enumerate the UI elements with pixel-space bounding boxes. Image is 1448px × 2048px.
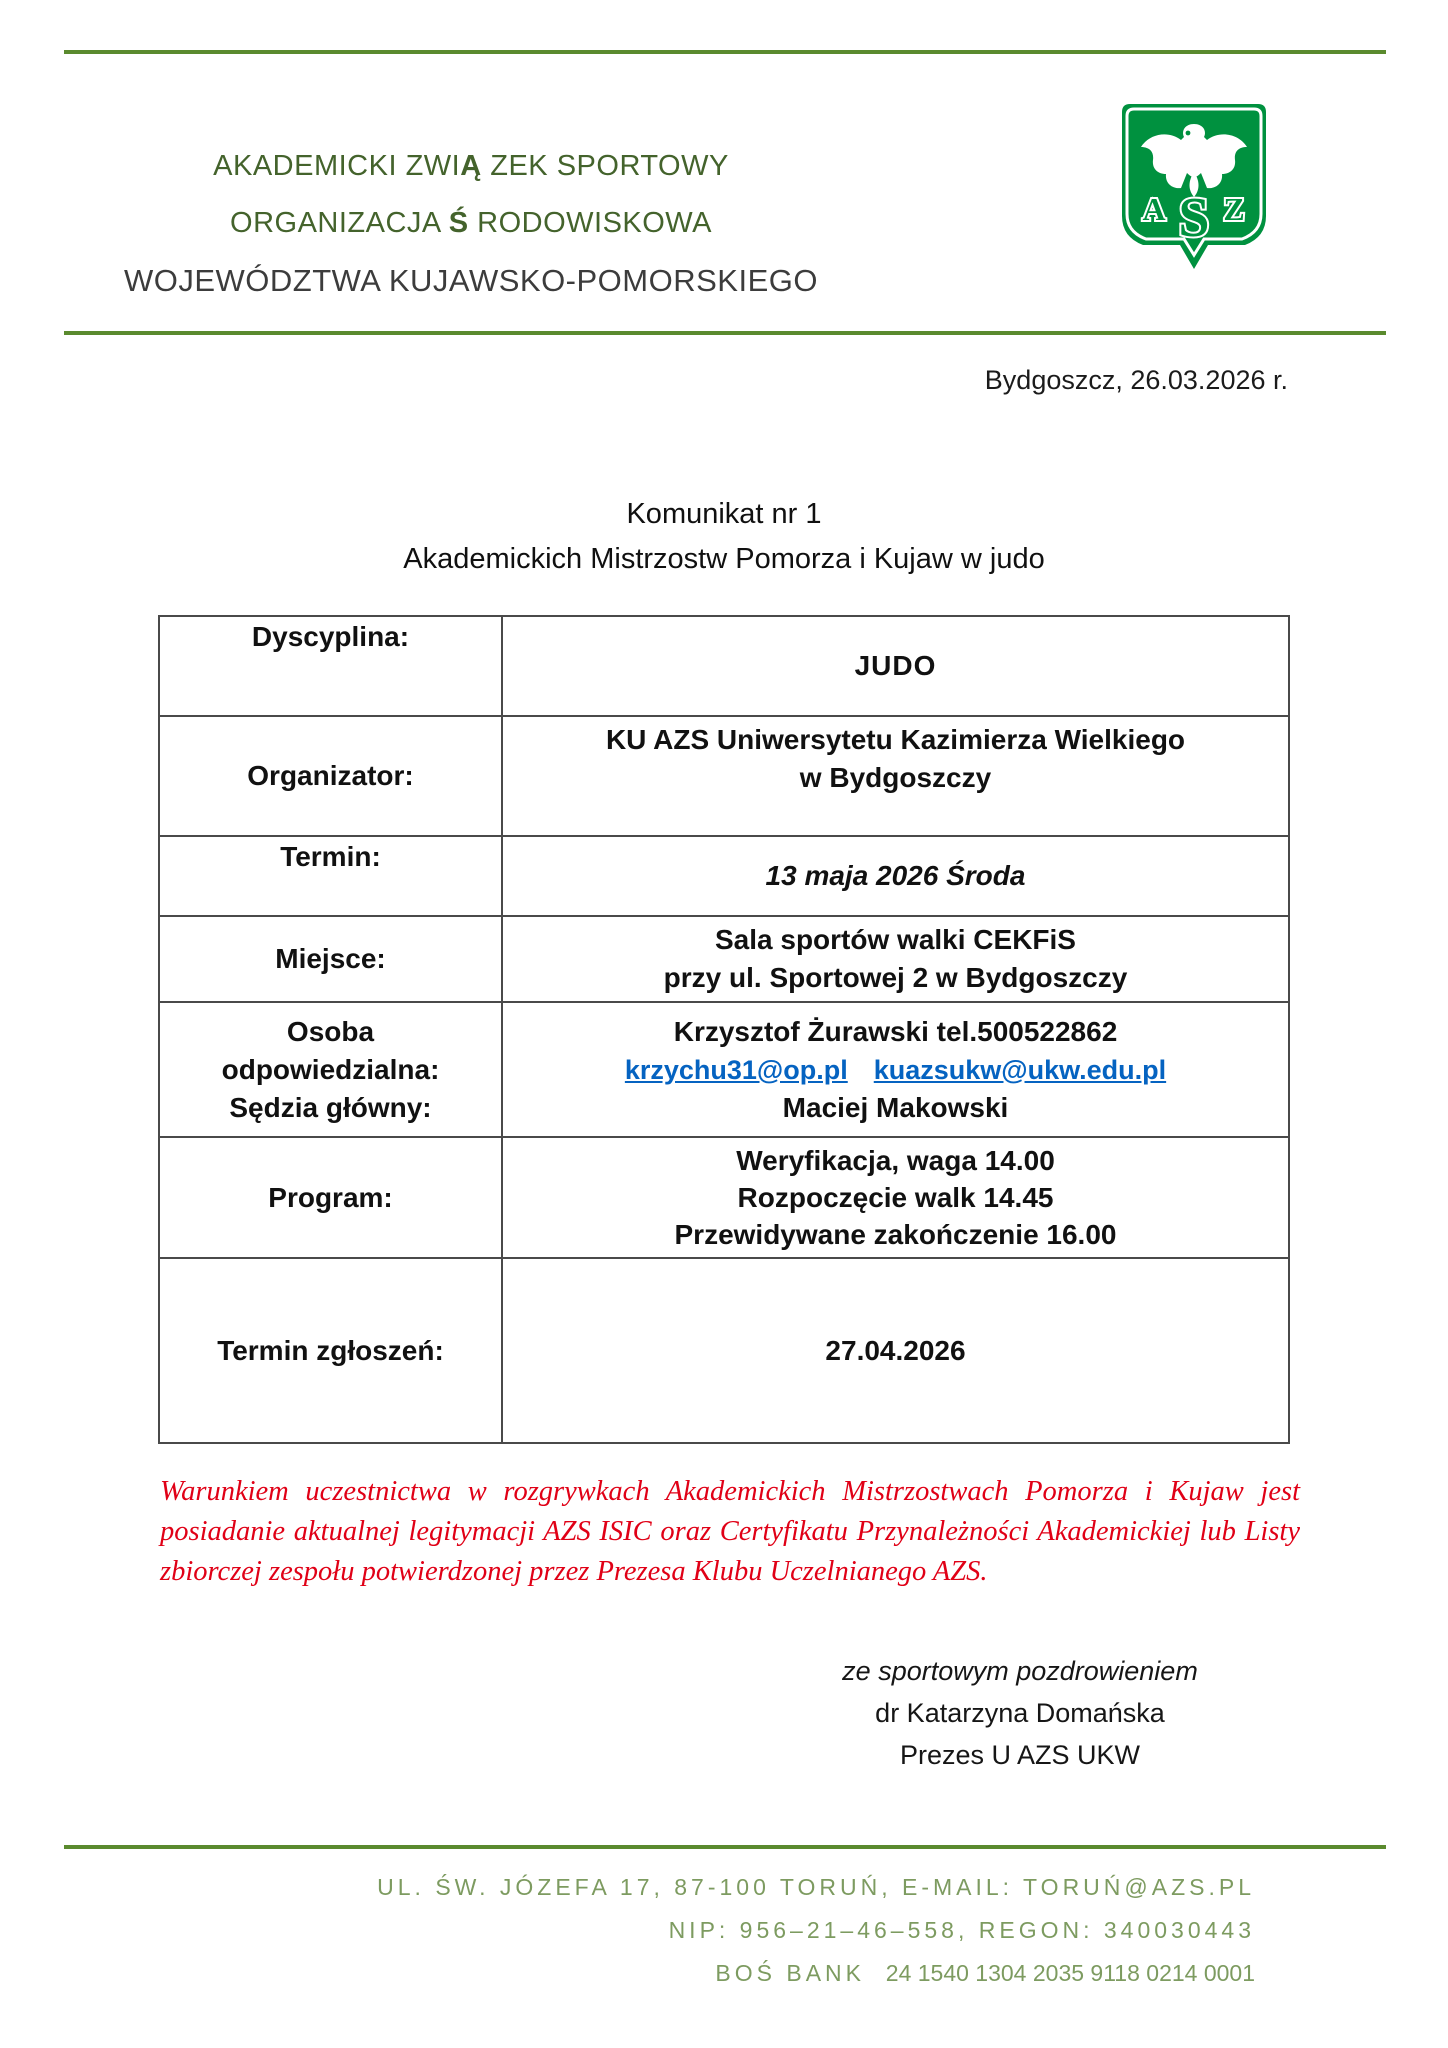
footer-nip-regon-line: NIP: 956–21–46–558, REGON: 340030443 [668, 1917, 1255, 1943]
eagle-eye [1186, 131, 1191, 136]
org-name-line1 [110, 138, 832, 195]
organizer-line2: w Bydgoszczy [799, 762, 992, 793]
azs-logo [1115, 98, 1273, 284]
org-name-line2 [110, 195, 832, 252]
deadline-label: Termin zgłoszeń: [159, 1258, 502, 1443]
table-row-date [159, 836, 1289, 916]
table-row-organizer [159, 716, 1289, 836]
footer-bank-line [377, 1952, 1255, 1995]
footer-contact-block [377, 1866, 1255, 1995]
azs-shield-icon [1115, 98, 1273, 284]
footer-divider [64, 1845, 1386, 1849]
program-label: Program: [159, 1137, 502, 1258]
table-row-program [159, 1137, 1289, 1258]
discipline-label: Dyscyplina: [159, 616, 502, 716]
org-line2-bold: Ś [448, 207, 469, 239]
contact-emails [511, 1051, 1280, 1089]
contact-label-line2: odpowiedzialna: [221, 1053, 440, 1085]
org-line2-pre: ORGANIZACJA [230, 207, 449, 239]
logo-letter-z: Z [1223, 191, 1245, 227]
organizer-value [502, 716, 1289, 836]
organizer-label: Organizator: [159, 716, 502, 836]
top-divider [64, 50, 1386, 54]
venue-line2: przy ul. Sportowej 2 w Bydgoszczy [663, 962, 1128, 993]
date-place-line: Bydgoszcz, 26.03.2026 r. [984, 365, 1288, 395]
contact-label [159, 1002, 502, 1137]
table-row-discipline [159, 616, 1289, 716]
org-line1-post: ZEK SPORTOWY [481, 150, 729, 182]
contact-label-line1: Osoba [286, 1015, 375, 1047]
org-line2-post: RODOWISKOWA [468, 207, 712, 239]
table-row-contact [159, 1002, 1289, 1137]
head-referee-name: Maciej Makowski [782, 1091, 1009, 1123]
venue-value [502, 916, 1289, 1002]
table-row-deadline [159, 1258, 1289, 1443]
email-link-secondary[interactable]: kuazsukw@ukw.edu.pl [873, 1054, 1167, 1085]
signature-greeting: ze sportowym pozdrowieniem [842, 1656, 1198, 1686]
program-line3: Przewidywane zakończenie 16.00 [674, 1219, 1117, 1250]
title-line1: Komunikat nr 1 [626, 498, 822, 530]
signature-block [810, 1650, 1230, 1776]
event-date-label: Termin: [159, 836, 502, 916]
contact-value [502, 1002, 1289, 1137]
logo-letter-s: S [1178, 187, 1210, 249]
participation-notice: Warunkiem uczestnictwa w rozgrywkach Akademickich Mistrzostwach Pomorza i Kujaw jest posiadanie aktualnej legitymacji AZS ISIC oraz Certyfikatu Przynależności Akademickiej lub Listy zbiorczej zespołu potwierdzonej przez Prezesa Klubu Uczelnianego AZS. [160, 1476, 1300, 1587]
org-line1-bold: Ą [460, 150, 482, 182]
org-line1-pre: AKADEMICKI ZWI [213, 150, 461, 182]
footer-bank-label: BOŚ BANK [715, 1960, 865, 1986]
event-details-table [158, 615, 1290, 1444]
header-divider [64, 331, 1386, 335]
document-title [0, 492, 1448, 582]
discipline-value: JUDO [502, 616, 1289, 716]
venue-line1: Sala sportów walki CEKFiS [715, 924, 1076, 955]
title-line2: Akademickich Mistrzostw Pomorza i Kujaw w judo [403, 543, 1045, 575]
footer-bank-number: 24 1540 1304 2035 9118 0214 0001 [885, 1960, 1255, 1986]
contact-person: Krzysztof Żurawski tel.500522862 [673, 1015, 1118, 1047]
program-line1: Weryfikacja, waga 14.00 [736, 1145, 1055, 1176]
signature-role: Prezes U AZS UKW [899, 1740, 1141, 1770]
footer-address-line: UL. ŚW. JÓZEFA 17, 87-100 TORUŃ, E-MAIL: TORUŃ@AZS.PL [377, 1874, 1255, 1900]
signature-name: dr Katarzyna Domańska [875, 1698, 1165, 1728]
logo-letter-a: A [1142, 191, 1166, 227]
table-row-venue [159, 916, 1289, 1002]
deadline-value: 27.04.2026 [502, 1258, 1289, 1443]
venue-label: Miejsce: [159, 916, 502, 1002]
organizer-line1: KU AZS Uniwersytetu Kazimierza Wielkiego [605, 724, 1186, 755]
event-date-value: 13 maja 2026 Środa [502, 836, 1289, 916]
contact-label-line3: Sędzia główny: [229, 1091, 432, 1123]
program-value [502, 1137, 1289, 1258]
program-line2: Rozpoczęcie walk 14.45 [737, 1182, 1054, 1213]
organization-header [110, 138, 832, 309]
email-link-primary[interactable]: krzychu31@op.pl [624, 1054, 848, 1085]
org-name-line3: WOJEWÓDZTWA KUJAWSKO-POMORSKIEGO [124, 263, 818, 298]
